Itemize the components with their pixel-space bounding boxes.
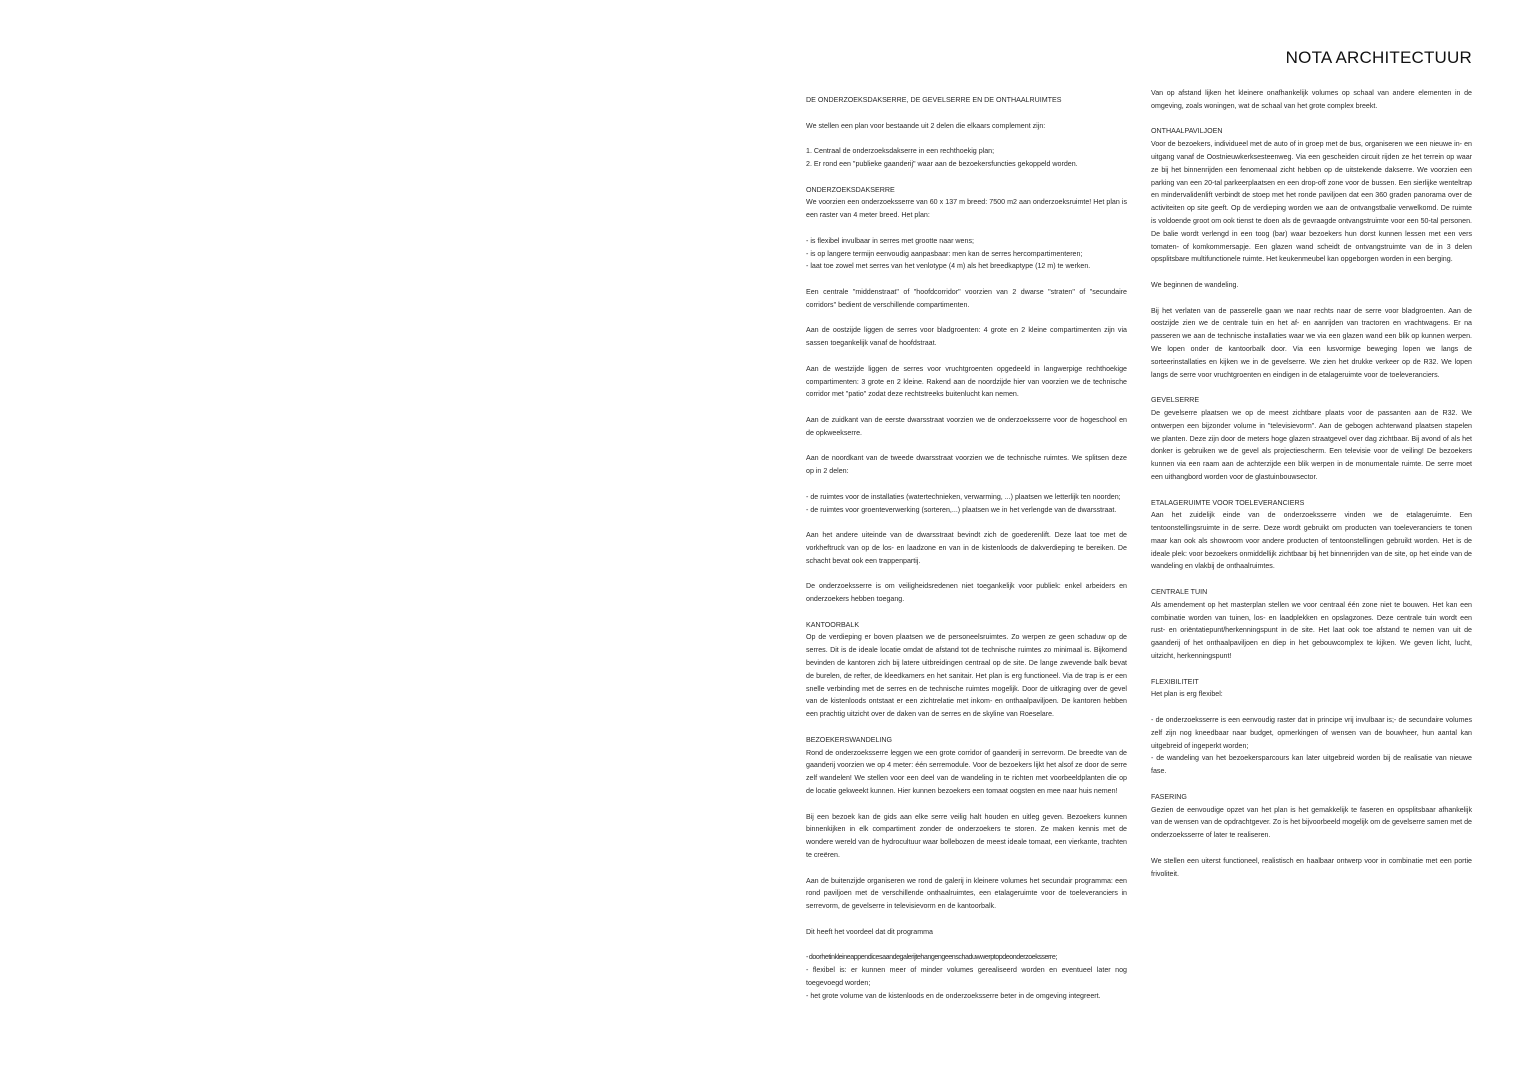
paragraph-intro: We stellen een plan voor bestaande uit 2 delen die elkaars complement zijn: — [806, 121, 1046, 130]
paragraph: De gevelserre plaatsen we op de meest zichtbare plaats voor de passanten aan de R32. We ontwerpen een bijzonder volume in "televisievorm". Aan de gebogen achterwand plaatsen stapelen we planten. Deze zijn door de meters hoge glazen straatgevel over dag zichtbaar. Bij avond of als het donker is gebruiken we de gevel als projectiescherm. Een televisie voor de veiling! De bezoekers kunnen via een raam aan de achterzijde een blik werpen in de monumentale ruimte. De serre moet een uithangbord worden voor de glastuinbouwsector. — [1151, 408, 1472, 481]
paragraph: Bij het verlaten van de passerelle gaan we naar rechts naar de serre voor bladgroenten. Aan de oostzijde zien we de centrale tuin en het af- en aanrijden van tractoren en vrachtwagens. Er na passeren we aan de technische installaties waar we via een glazen wand een blik op kunnen werpen. We lopen onder de kantoorbalk door. Via een lusvormige beweging lopen we langs de sorteerinstallaties en kijken we in de gevelserre. We zien het drukke verkeer op de R32. We lopen langs de serre voor vruchtgroenten en eindigen in de etalageruimte voor de toeleveranciers. — [1151, 306, 1472, 379]
list-item: - de ruimtes voor groenteverwerking (sorteren,...) plaatsen we in het verlengde van de dwarsstraat. — [806, 505, 1117, 514]
list-item: 2. Er rond een "publieke gaanderij" waar aan de bezoekersfuncties gekoppeld worden. — [806, 159, 1078, 168]
section-heading-onderzoeksdakserre: ONDERZOEKSDAKSERRE — [806, 185, 895, 194]
list-item: - is op langere termijn eenvoudig aanpasbaar: men kan de serres hercompartimenteren; — [806, 249, 1083, 258]
paragraph: Aan de noordkant van de tweede dwarsstraat voorzien we de technische ruimtes. We splitsen deze op in 2 delen: — [806, 454, 1127, 476]
section-heading-bezoekerswandeling: BEZOEKERSWANDELING — [806, 735, 893, 744]
list-item: - het grote volume van de kistenloods en de onderzoeksserre beter in de omgeving integreert. — [806, 991, 1101, 1000]
paragraph: Een centrale "middenstraat" of "hoofdcorridor" voorzien van 2 dwarse "straten" of "secundaire corridors" bedient de verschillende compartimenten. — [806, 287, 1127, 309]
paragraph: Als amendement op het masterplan stellen we voor centraal één zone niet te bouwen. Het kan een combinatie worden van tuinen, los- en laadplekken en opslagzones. Deze centrale tuin wordt een rust- en oriëntatiepunt/herkenningspunt in de site. Het laat ook toe afstand te nemen van uit de gaanderij of het onthaalpaviljoen en diep in het gebouwcomplex te kijken. We geven licht, lucht, uitzicht, herkenningspunt! — [1151, 600, 1472, 661]
paragraph: Aan de oostzijde liggen de serres voor bladgroenten: 4 grote en 2 kleine compartimenten zijn via sassen toegankelijk vanaf de hoofdstraat. — [806, 326, 1127, 348]
section-heading-kantoorbalk: KANTOORBALK — [806, 620, 860, 629]
paragraph: Van op afstand lijken het kleinere onafhankelijk volumes op schaal van andere elementen in de omgeving, zoals woningen, wat de schaal van het grote complex breekt. — [1151, 89, 1472, 110]
paragraph: We stellen een uiterst functioneel, realistisch en haalbaar ontwerp voor in combinatie met een portie frivoliteit. — [1151, 856, 1472, 878]
list-item: - flexibel is: er kunnen meer of minder volumes gerealiseerd worden en eventueel later nog toegevoegd worden; — [806, 966, 1127, 987]
section-heading-gevelserre: GEVELSERRE — [1151, 396, 1200, 405]
right-column — [1151, 87, 1472, 893]
paragraph: Rond de onderzoeksserre leggen we een grote corridor of gaanderij in serrevorm. De breedte van de gaanderij voorzien we op 4 meter: één serremodule. Voor de bezoekers lijkt het alsof ze door de serre zelf wandelen! We stellen voor een deel van de wandeling in te richten met voorbeeldplanten die op de locatie gekweekt kunnen. Hier kunnen bezoekers een tomaat oogsten en mee naar huis nemen! — [806, 748, 1127, 796]
paragraph: Gezien de eenvoudige opzet van het plan is het gemakkelijk te faseren en opsplitsbaar afhankelijk van de wensen van de opdrachtgever. Zo is het bijvoorbeeld mogelijk om de gevelserre samen met de onderzoeksserre of later te realiseren. — [1151, 805, 1472, 840]
paragraph: Aan de westzijde liggen de serres voor vruchtgroenten opgedeeld in langwerpige rechthoekige compartimenten: 3 grote en 2 kleine. Rakend aan de noordzijde hier van voorzien we de technische corridor met "patio" zodat deze rechtstreeks buitenlucht kan nemen. — [806, 364, 1127, 399]
paragraph: Het plan is erg flexibel: — [1151, 690, 1223, 699]
list-item: - is flexibel invulbaar in serres met grootte naar wens; — [806, 236, 974, 245]
left-column — [806, 94, 1127, 1003]
section-heading-etalageruimte: ETALAGERUIMTE VOOR TOELEVERANCIERS — [1151, 498, 1305, 507]
list-item: - laat toe zowel met serres van het venlotype (4 m) als het breedkaptype (12 m) te werken. — [806, 262, 1091, 271]
paragraph: Aan de buitenzijde organiseren we rond de galerij in kleinere volumes het secundair programma: een rond paviljoen met de verschillende onthaalruimtes, een etalageruimte voor de toeleveranciers in serrevorm, de gevelserre in televisievorm en de kantoorbalk. — [806, 876, 1127, 911]
section-heading-intro: DE ONDERZOEKSDAKSERRE, DE GEVELSERRE EN DE ONTHAALRUIMTES — [806, 96, 1062, 104]
paragraph: Aan het andere uiteinde van de dwarsstraat bevindt zich de goederenlift. Deze laat toe met de vorkheftruck van op de los- en laadzone en van in de kistenloods de dakverdieping te bereiken. De schacht bevat ook een trappenpartij. — [806, 531, 1127, 565]
paragraph: Aan de zuidkant van de eerste dwarsstraat voorzien we de onderzoeksserre voor de hogeschool en de opkweekserre. — [806, 415, 1127, 437]
list-item: 1. Centraal de onderzoeksdakserre in een rechthoekig plan; — [806, 147, 995, 156]
paragraph: Aan het zuidelijk einde van de onderzoeksserre vinden we de etalageruimte. Een tentoonstellingsruimte in de serre. Deze wordt gebruikt om producten van toeleveranciers te tonen maar kan ook als showroom voor andere producten of tentoonstellingen gebruikt worden. Het is de ideale plek: voor bezoekers onmiddellijk zichtbaar bij het binnenrijden van de site, op het einde van de wandeling en vlakbij de onthaalruimtes. — [1151, 511, 1472, 571]
section-heading-fasering: FASERING — [1151, 792, 1187, 801]
section-heading-centrale-tuin: CENTRALE TUIN — [1151, 588, 1208, 597]
section-heading-flexibiliteit: FLEXIBILITEIT — [1151, 677, 1199, 686]
paragraph: De onderzoeksserre is om veiligheidsredenen niet toegankelijk voor publiek: enkel arbeiders en onderzoekers hebben toegang. — [806, 582, 1127, 604]
paragraph: Dit heeft het voordeel dat dit programma — [806, 927, 933, 936]
paragraph: Voor de bezoekers, individueel met de auto of in groep met de bus, organiseren we een nieuwe in- en uitgang vanaf de Oostnieuwkerksesteenweg. Via een gescheiden circuit rijden ze het terrein op waar ze bij het binnenrijden een fenomenaal zicht hebben op de uitstekende dakserre. We voorzien een parking van een 20-tal parkeerplaatsen en een drop-off zone voor de bussen. Een sierlijke wenteltrap en mindervalidenlift verbindt de stoep met het ronde paviljoen dat een 360 graden panorama over de activiteiten op site geeft. Op de verdieping worden we aan de ontvangstbalie verwelkomd. De ruimte is voldoende groot om ook tienst te doen als de gevraagde ontvangstruimte voor een 50-tal personen. De balie wordt verlengd in een toog (bar) waar bezoekers hun dorst kunnen lessen met een vers tomaten- of komkommersapje. Een glazen wand scheidt de ontvangstruimte van de in 3 delen opsplitsbare multifunctionele ruimte. Het keukenmeubel kan opgeborgen worden in een berging. — [1151, 140, 1472, 264]
page-title: NOTA ARCHITECTUUR — [1285, 48, 1472, 67]
paragraph: Op de verdieping er boven plaatsen we de personeelsruimtes. Zo werpen ze geen schaduw op de serres. Dit is de ideale locatie omdat de afstand tot de technische ruimtes zo minimaal is. Bijkomend bevinden de kantoren zich bij latere uitbreidingen centraal op de site. De lange zwevende balk bevat de burelen, de refter, de kleedkamers en het sanitair. Het plan is erg functioneel. Via de trap is er een snelle verbinding met de serres en de technische ruimtes mogelijk. Door de uitkraging over de gevel van de kistenloods ontstaat er een zichtrelatie met inkom- en onthaalpaviljoen. De kantoren hebben een prachtig uitzicht over de daken van de serres en de skyline van Roeselare. — [806, 633, 1127, 719]
paragraph: We beginnen de wandeling. — [1151, 280, 1239, 289]
list-item: - de ruimtes voor de installaties (watertechnieken, verwarming, ...) plaatsen we letterlijk ten noorden; — [806, 492, 1121, 501]
list-item: - doorhetinkleineappendicesaandegalerijtehangengeenschaduwwerptopdeonderzoeksserre; — [806, 953, 1057, 962]
list-item: - de onderzoeksserre is een eenvoudig raster dat in principe vrij invulbaar is;- de secundaire volumes zelf zijn nog kneedbaar naar budget, opmerkingen of wensen van de bouwheer, hun aantal kan uitgebreid of ingeperkt worden; — [1151, 716, 1472, 750]
section-heading-onthaalpaviljoen: ONTHAALPAVILJOEN — [1151, 127, 1223, 136]
paragraph: We voorzien een onderzoeksserre van 60 x 137 m breed: 7500 m2 aan onderzoeksruimte! Het plan is een raster van 4 meter breed. Het plan: — [806, 198, 1127, 220]
list-item: - de wandeling van het bezoekersparcours kan later uitgebreid worden bij de realisatie van nieuwe fase. — [1151, 754, 1472, 776]
paragraph: Bij een bezoek kan de gids aan elke serre veilig halt houden en uitleg geven. Bezoekers kunnen binnenkijken in elk compartiment zonder de onderzoekers te storen. Ze maken kennis met de wondere wereld van de hydrocultuur waar bollebozen de meest ideale tomaat, een vierkante, trachten te creëren. — [806, 812, 1127, 860]
